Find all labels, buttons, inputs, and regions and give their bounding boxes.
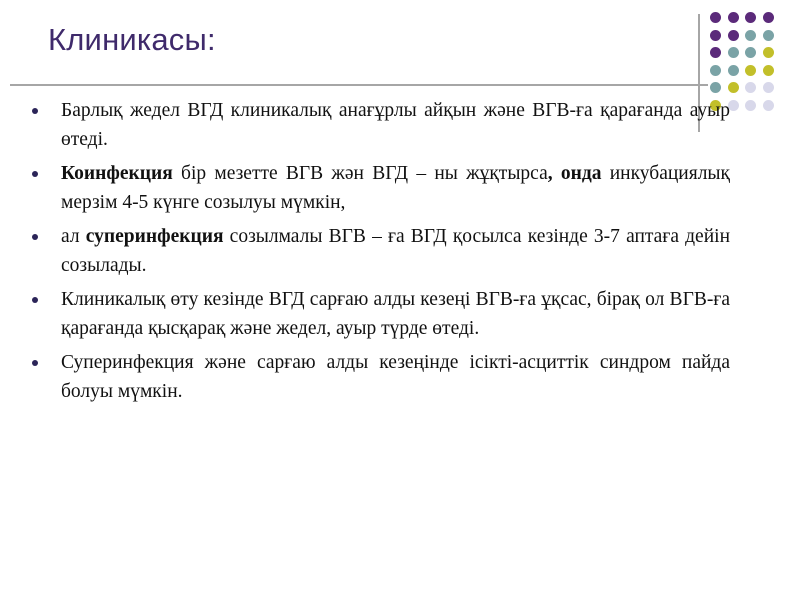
bullet-item-4 <box>30 285 730 343</box>
segment: инкубациялық мерзім 4-5 күнге созылуы мүмкін, <box>61 163 730 213</box>
decorative-dot <box>763 100 774 111</box>
decorative-dot <box>763 12 774 23</box>
bullet-item-5 <box>30 348 730 406</box>
segment: созылмалы ВГВ – ға ВГД қосылса кезінде 3-7 аптаға дейін созылады. <box>61 226 731 276</box>
bullet-dot-icon <box>32 171 38 177</box>
bullet-list <box>30 96 730 411</box>
decorative-dot <box>745 82 756 93</box>
decorative-dot <box>763 65 774 76</box>
bullet-dot-icon <box>32 297 38 303</box>
bullet-item-1 <box>30 96 730 154</box>
decorative-dot <box>745 100 756 111</box>
decorative-dot <box>710 30 721 41</box>
segment: Барлық жедел ВГД клиникалық анағұрлы айқын және ВГВ-ға қарағанда ауыр өтеді. <box>61 100 730 150</box>
bullet-dot-icon <box>32 108 38 114</box>
decorative-dot <box>710 47 721 58</box>
bullet-item-2 <box>30 159 730 217</box>
decorative-dot <box>745 47 756 58</box>
segment <box>553 163 561 184</box>
segment-bold: , <box>547 163 553 184</box>
decorative-dot <box>710 12 721 23</box>
segment: Клиникалық өту кезінде ВГД сарғаю алды кезеңі ВГВ-ға ұқсас, бірақ ол ВГВ-ға қарағанда қысқарақ және жедел, ауыр түрде өтеді. <box>61 289 730 339</box>
segment-bold: онда <box>560 163 602 184</box>
segment: ал <box>61 226 86 247</box>
bullet-item-3 <box>30 222 730 280</box>
bullet-dot-icon <box>32 234 38 240</box>
segment-bold: Коинфекция <box>61 163 173 184</box>
decorative-dot <box>710 82 721 93</box>
decorative-dot <box>745 65 756 76</box>
segment: бір мезетте ВГВ жән ВГД – ны жұқтырса <box>172 163 548 184</box>
bullet-dot-icon <box>32 360 38 366</box>
decorative-dot <box>763 82 774 93</box>
decorative-dot <box>728 82 739 93</box>
segment-bold: суперинфекция <box>85 226 224 247</box>
decorative-dot <box>763 47 774 58</box>
title-divider-line <box>10 84 708 86</box>
decorative-dot <box>763 30 774 41</box>
slide-title: Клиникасы: <box>48 22 216 57</box>
decorative-dot <box>728 12 739 23</box>
decorative-dot <box>710 65 721 76</box>
decorative-dot <box>728 65 739 76</box>
segment: Суперинфекция және сарғаю алды кезеңінде ісікті-асциттік синдром пайда болуы мүмкін. <box>61 352 730 402</box>
decorative-dot <box>745 12 756 23</box>
decorative-dot <box>745 30 756 41</box>
decorative-dot <box>728 30 739 41</box>
decorative-dot <box>728 47 739 58</box>
